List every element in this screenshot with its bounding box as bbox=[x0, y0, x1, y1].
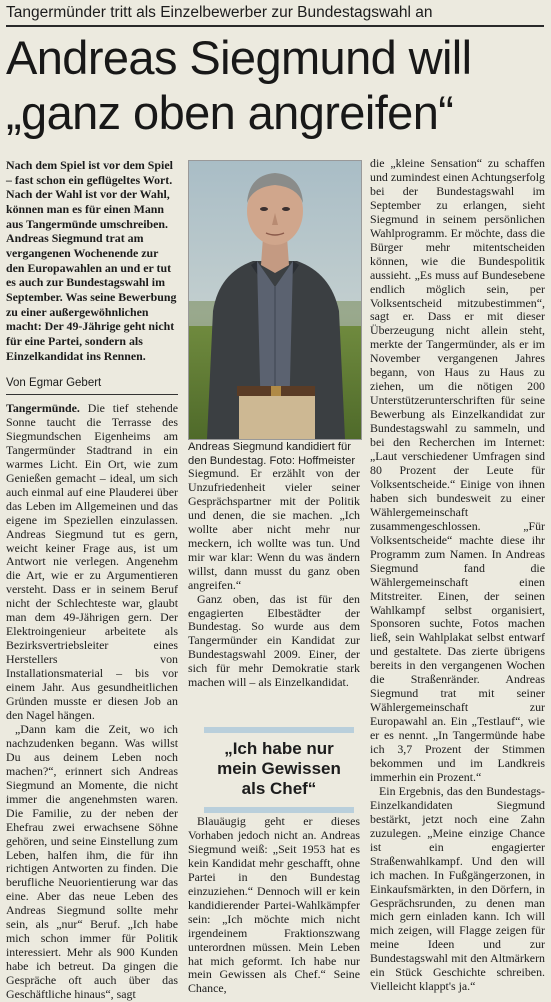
pull-quote-bottom-rule bbox=[204, 807, 354, 813]
headline-line-1: Andreas Siegmund will bbox=[6, 31, 472, 84]
pull-quote-line-1: „Ich habe nur bbox=[224, 739, 334, 758]
article-column-2-lower bbox=[188, 815, 360, 996]
article-column-3 bbox=[370, 157, 545, 994]
lead-paragraph: Nach dem Spiel ist vor dem Spiel – fast schon ein geflügeltes Wort. Nach der Wahl ist vor der Wahl, können man es für einen Mann aus Tangermünde umschreiben. Andreas Siegmund trat am vergangenen Wochenende zur den Europawahlen an und er tut es auch zur Bundestagswahl im September. Was seine Bewerbung zu einer außergewöhnlichen macht: Der 49-Jährige geht nicht für eine Partei, sondern als Einzelkandidat ins Rennen. bbox=[6, 158, 177, 363]
pull-quote-line-2: mein Gewissen bbox=[217, 759, 341, 778]
headline bbox=[6, 30, 546, 140]
byline-divider bbox=[6, 394, 178, 395]
column-2-paragraph-1: Siegmund. Er erzählt von der Unzufriedenheit vieler seiner Gesprächspartner mit der Politik und denen, die sie machen. „Ich wollte aber nicht mehr nur meckern, ich wollte was tun. Und mir war klar: Wenn du was ändern willst, dann musst du ganz oben angreifen.“ bbox=[188, 466, 360, 592]
portrait-illustration bbox=[189, 161, 361, 439]
pull-quote bbox=[204, 727, 354, 813]
pull-quote-top-rule bbox=[204, 727, 354, 733]
kicker-line: Tangermünder tritt als Einzelbewerber zur Bundestagswahl an bbox=[6, 4, 433, 21]
column-3-paragraph-2: Ein Ergebnis, das den Bundestags-Einzelkandidaten Siegmund bestärkt, jetzt noch eine Zahn zuzulegen. „Meine einzige Chance ist ein engagierter Straßenwahlkampf. Und den will ich machen. In Fußgängerzonen, in Einkaufsmärkten, in den Dörfern, in Gesprächsrunden, zu denen man mich gern einladen kann. Ich will mich zeigen, will Flagge zeigen für meine Ideen und zur Bundestagswahl mit den Altmärkern ein Stück Geschichte schreiben. Vielleicht klappt's ja.“ bbox=[370, 783, 545, 994]
byline: Von Egmar Gebert bbox=[6, 377, 102, 389]
column-2-paragraph-3: Blauäugig geht er dieses Vorhaben jedoch nicht an. Andreas Siegmund weiß: „Seit 1953 hat es kein Kandidat mehr geschafft, ohne Partei in den Bundestag einzuziehen.“ Dennoch will er kein kandidierender Partei-Wahlkämpfer sein: „Ich möchte mich nicht irgendeinem Fraktionszwang unterordnen müssen. Mein Leben hat mich geformt. Ich habe nur mein Gewissen als Chef.“ Seine Chance, bbox=[188, 814, 360, 996]
article-column-1 bbox=[6, 402, 178, 1002]
column-2-paragraph-2: Ganz oben, das ist für den engagierten Elbestädter der Bundestag. So wurde aus dem Tangermünder ein Kandidat zur Bundestagswahl 2009. Einer, der sich für mehr Demokratie stark machen will – als Einzelkandidat. bbox=[188, 591, 360, 690]
pull-quote-text bbox=[204, 739, 354, 799]
headline-line-2: „ganz oben angreifen“ bbox=[6, 86, 454, 139]
portrait-photo bbox=[188, 160, 362, 440]
column-1-paragraph-1-text: Die tief stehende Sonne taucht die Terrasse des Siegmundschen Eigenheims am Tangermünder Stadtrand in ein warmes Licht. Ein Ort, wie zum Genießen gemacht – ideal, um sich auch einmal auf eine Plauderei über das Leben im Allgemeinen und das eigene im Speziellen einzulassen. Andreas Siegmund tut es gern, weicht keiner Frage aus, ist um Antwort nie verlegen. Angenehm die Art, wie er zu Argumentieren versteht. Dass er in seinem Beruf nicht der Schlechteste war, glaubt man dem 49-Jährigen gern. Der Elektroingenieur arbeitete als Bezirksvertriebsleiter eines Herstellers von Installationsmaterial – bis vor einem Jahr. Aus gesundheitlichen Gründen musste er diesen Job an den Nagel hängen. bbox=[6, 401, 178, 722]
column-3-paragraph-1: die „kleine Sensation“ zu schaffen und zumindest einen Achtungserfolg bei der Bundestagswahl im September zu erlangen, sieht Siegmund in seinem persönlichen Wahlprogramm. Er möchte, dass die Bürger mehr mitentscheiden können, wie die Bundespolitik aussieht. „Es muss auf Bundesebene endlich möglich sein, per Volksentscheid mitzubestimmen“, sagt er. Dass er mit dieser Überzeugung nicht allein steht, merkte der Tangermünder, als er im November vergangenen Jahres begann, von Haus zu Haus zu ziehen, um die nötigen 200 Unterstützerunterschriften für seine Bewerbung als Einzelkandidat zur Bundestagswahl zu sammeln, und bei den Recherchen im Internet: „Laut verschiedener Umfragen sind 80 Prozent der Leute für Volksentscheide.“ Einige von ihnen haben sich bundesweit zu einer Wählergemeinschaft zusammengeschlossen. „Für Volksentscheide“ machte diese ihr Programm zum Namen. In Andreas Siegmund fand die Wählergemeinschaft einen Mitstreiter. Einen, der seinen Wahlkampf selbst organisiert, Sponsoren suchte, Fotos machen ließ, sein Wahlplakat selbst entwarf und gestaltete. Das zierte übrigens bereits in den vergangenen Wochen die Straßenränder. Andreas Siegmund trat mit seiner Wählergemeinschaft zur Europawahl an. Ein „Testlauf“, wie er es nennt. „In Tangermünde habe ich 3,7 Prozent der Stimmen bekommen und im Landkreis immerhin ein Prozent.“ bbox=[370, 156, 545, 784]
dateline: Tangermünde. bbox=[6, 401, 80, 415]
kicker-divider bbox=[6, 25, 544, 27]
article-column-2 bbox=[188, 467, 360, 690]
column-1-paragraph-1 bbox=[6, 402, 178, 723]
pull-quote-line-3: als Chef“ bbox=[241, 779, 317, 798]
photo-caption: Andreas Siegmund kandidiert für den Bundestag. Foto: Hoffmeister bbox=[188, 441, 356, 467]
column-1-paragraph-2: „Dann kam die Zeit, wo ich nachzudenken begann. Was willst Du aus deinem Leben noch machen?“, erinnert sich Andreas Siegmund an Momente, die nicht immer die angenehmsten waren. Die Familie, zu der neben der Ehefrau zwei erwachsene Söhne gehören, und seine Einstellung zum Leben, halfen ihm, die für ihn richtigen Antworten zu finden. Die berufliche Neuorientierung war das eine. Aber das neue Leben des Andreas Siegmund sollte mehr sein, als „nur“ Beruf. „Ich habe mich schon immer für Politik interessiert. Mehr als 900 Kunden habe ich betreut. Da gingen die Gespräche oft auch über das Geschäftliche hinaus“, sagt bbox=[6, 721, 178, 1002]
